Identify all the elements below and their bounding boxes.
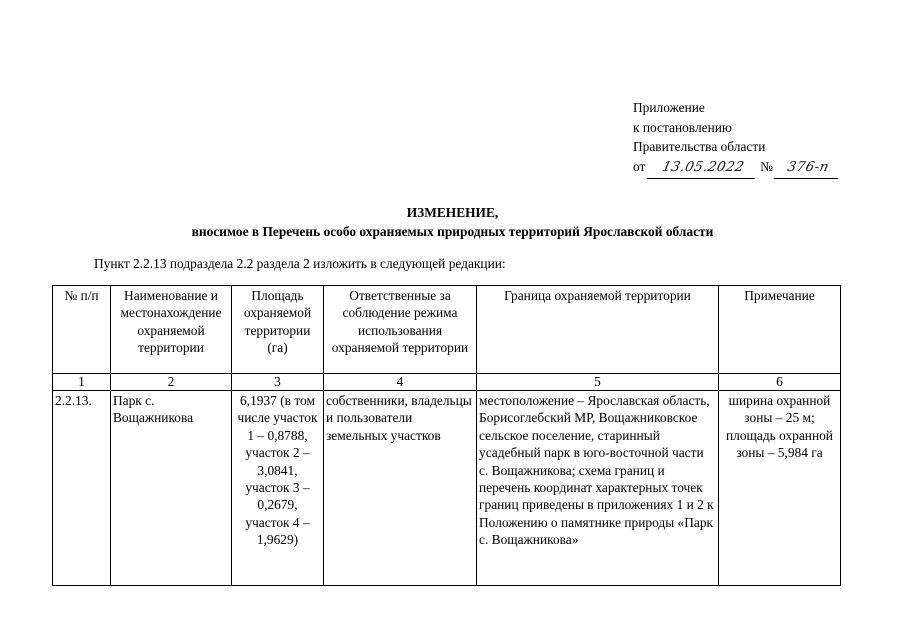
appendix-header xyxy=(633,98,840,178)
column-number: 2 xyxy=(111,374,232,391)
appendix-date-line xyxy=(633,157,840,179)
title-main: ИЗМЕНЕНИЕ, xyxy=(406,205,499,220)
column-number: 4 xyxy=(324,374,477,391)
column-number: 3 xyxy=(232,374,324,391)
cell-area: 6,1937 (в том числе участок 1 – 0,8788, участок 2 – 3,0841, участок 3 – 0,2679, участок 4 – 1,9629) xyxy=(232,391,324,586)
column-number: 1 xyxy=(53,374,111,391)
appendix-line-3: Правительства области xyxy=(633,139,766,154)
table-row xyxy=(53,391,841,586)
cell-num: 2.2.13. xyxy=(53,391,111,586)
cell-note: ширина охранной зоны – 25 м; площадь охранной зоны – 5,984 га xyxy=(719,391,841,586)
number-prefix: № xyxy=(760,158,773,174)
cell-name: Парк с. Вощажникова xyxy=(111,391,232,586)
header-responsible: Ответственные за соблюдение режима использования охраняемой территории xyxy=(324,286,477,374)
header-border: Граница охраняемой территории xyxy=(477,286,719,374)
handwritten-date: 13.05.2022 xyxy=(647,158,759,179)
date-prefix: от xyxy=(633,158,646,174)
header-name: Наименование и местонахождение охраняемой территории xyxy=(111,286,232,374)
header-note: Примечание xyxy=(719,286,841,374)
document-title xyxy=(0,203,905,241)
header-num: № п/п xyxy=(53,286,111,374)
table-header-row xyxy=(53,286,841,374)
protected-areas-table xyxy=(52,285,841,586)
appendix-line-1: Приложение xyxy=(633,100,705,115)
appendix-line-2: к постановлению xyxy=(633,119,732,135)
title-subtitle: вносимое в Перечень особо охраняемых природных территорий Ярославской области xyxy=(191,224,714,239)
cell-border: местоположение – Ярославская область, Борисоглебский МР, Вощажниковское сельское поселение, старинный усадебный парк в юго-восточной части с. Вощажникова; схема границ и перечень координат характерных точек границ приведены в приложениях 1 и 2 к Положению о памятнике природы «Парк с. Вощажникова» xyxy=(477,391,719,586)
header-area: Площадь охраняемой территории (га) xyxy=(232,286,324,374)
column-number: 5 xyxy=(477,374,719,391)
handwritten-number: 376-п xyxy=(774,158,842,179)
intro-text: Пункт 2.2.13 подраздела 2.2 раздела 2 изложить в следующей редакции: xyxy=(94,256,506,271)
column-number: 6 xyxy=(719,374,841,391)
column-number-row xyxy=(53,374,841,391)
cell-responsible: собственники, владельцы и пользователи земельных участков xyxy=(324,391,477,586)
